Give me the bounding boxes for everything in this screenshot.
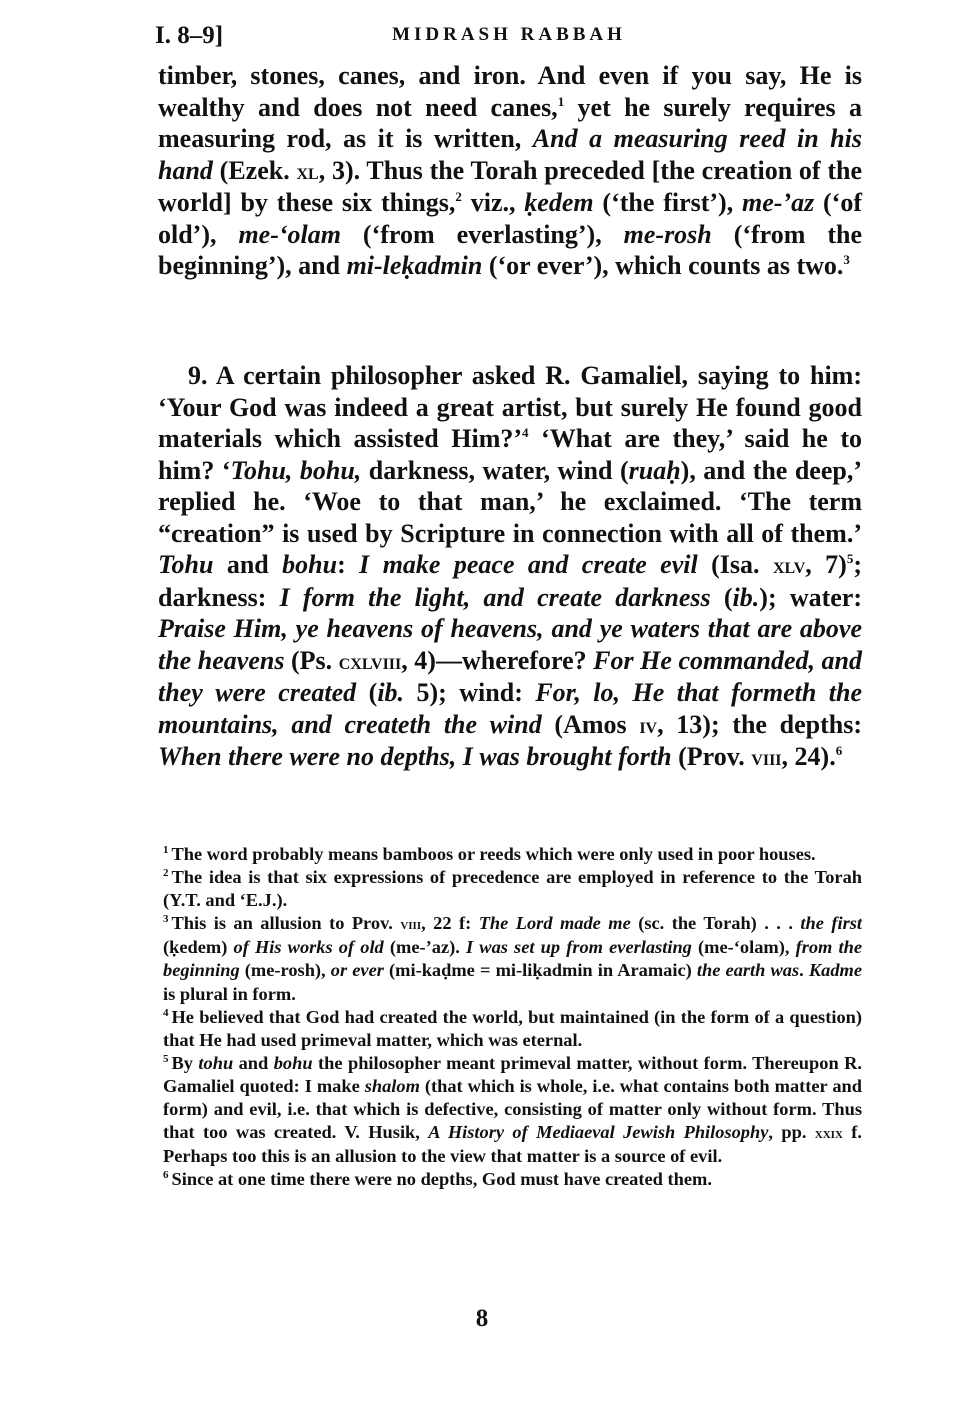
- hebrew-term: tohu: [198, 1052, 234, 1073]
- text-run: (sc. the Torah) . . .: [630, 913, 801, 934]
- running-header: [155, 22, 863, 52]
- footnote-ref: 4: [522, 425, 529, 440]
- scripture-quote: from the beginning: [163, 937, 863, 981]
- text-run: (: [710, 582, 733, 612]
- text-run: , 4)—wherefore?: [401, 645, 594, 675]
- text-run: is plural in form.: [163, 983, 296, 1004]
- scripture-quote: of His works of old: [233, 937, 384, 958]
- footnote-text: The idea is that six expressions of precedence are employed in reference to the Torah (Y.T. and ‘E.J.).: [163, 867, 862, 911]
- text-run: (mi-kaḍme = mi-liḳadmin in Aramaic): [383, 960, 697, 981]
- text-run: By: [171, 1052, 199, 1073]
- paragraph-8-continued: [158, 60, 862, 282]
- text-run: , pp.: [768, 1122, 815, 1143]
- hebrew-term: Tohu, bohu,: [230, 455, 362, 485]
- text-run: (‘the first’),: [593, 188, 743, 217]
- text-run: and: [233, 1052, 274, 1073]
- scripture-quote: The Lord made me: [478, 913, 631, 934]
- hebrew-term: me-rosh: [623, 219, 712, 249]
- text-run: (Amos: [541, 709, 640, 739]
- running-title: MIDRASH RABBAH: [392, 24, 626, 45]
- chapter-numeral: iv: [639, 712, 658, 738]
- text-run: 5); wind:: [404, 678, 536, 707]
- footnote-text: He believed that God had created the world, but maintained (in the form of a question) that He had used primeval matter, which was eternal.: [163, 1006, 862, 1050]
- footnote-number: 2: [163, 867, 169, 880]
- hebrew-term: mi-leḳadmin: [346, 251, 483, 280]
- text-run: , 3). Thus the Torah preceded [the creation of the world] by these six things,: [158, 155, 862, 217]
- text-run: the philosopher meant primeval matter, without form. Thereupon R. Gamaliel quoted: I make: [163, 1052, 862, 1096]
- scripture-quote: I make peace and create evil: [359, 550, 698, 579]
- text-run: ; darkness:: [158, 550, 862, 612]
- text-run: , 13); the depths:: [657, 709, 862, 739]
- text-run: ), and the deep,’ replied he. ‘Woe to that man,’ he exclaimed. ‘The term “creation” is used by Scripture in connection with all of them.’: [158, 455, 862, 548]
- scripture-quote: the first: [800, 913, 862, 934]
- scripture-quote: the earth was: [696, 960, 800, 981]
- scripture-quote: When there were no depths, I was brought forth: [158, 742, 672, 771]
- abbreviation: ib.: [732, 582, 760, 612]
- hebrew-term: bohu: [282, 550, 338, 579]
- text-run: timber, stones, canes, and iron. And even if you say, He is wealthy and does not need canes,: [158, 61, 862, 122]
- hebrew-term: bohu: [273, 1052, 313, 1073]
- text-run: (: [356, 678, 378, 707]
- text-run: (me-‘olam),: [691, 937, 796, 958]
- text-run: ‘What are they,’ said he to him? ‘: [158, 424, 862, 485]
- footnote-number: 6: [163, 1169, 169, 1182]
- chapter-numeral: xl: [296, 158, 319, 184]
- text-run: viz.,: [461, 188, 525, 217]
- text-run: (that which is whole, i.e. what contains both matter and form) and evil, i.e. that which is defective, consisting of matter only without form. Thus that too was created. V. Husik,: [163, 1075, 862, 1143]
- hebrew-term: Kadme: [808, 960, 862, 981]
- paragraph-9: [158, 360, 862, 774]
- hebrew-term: Tohu: [158, 550, 214, 579]
- text-run: (‘or ever’), which counts as two.: [482, 251, 844, 280]
- text-run: (Prov.: [671, 742, 752, 771]
- text-run: (‘from the beginning’), and: [158, 219, 863, 280]
- text-run: , 24).: [781, 742, 836, 771]
- hebrew-term: ḳedem: [524, 188, 594, 217]
- text-run: 9. A certain philosopher asked R. Gamaliel, saying to him: ‘Your God was indeed a great artist, but surely He found good materials which assisted Him?’: [158, 361, 862, 453]
- text-run: (ḳedem): [163, 937, 234, 958]
- hebrew-term: me-‘olam: [238, 219, 341, 249]
- text-run: (me-’az).: [383, 937, 466, 958]
- footnote-ref: 3: [843, 252, 850, 267]
- footnote-1: [163, 843, 862, 866]
- text-run: , 22 f:: [421, 913, 479, 934]
- hebrew-term: me-’az: [742, 188, 815, 217]
- footnote-text: Since at one time there were no depths, God must have created them.: [171, 1169, 712, 1190]
- chapter-numeral: cxlviii: [338, 648, 402, 674]
- scripture-quote: Praise Him, ye heavens of heavens, and ye waters that are above the heavens: [158, 614, 862, 675]
- scripture-quote: I form the light, and create darkness: [279, 582, 711, 612]
- text-run: yet he surely requires a measuring rod, as it is written,: [158, 92, 862, 153]
- chapter-numeral: viii: [400, 916, 422, 934]
- text-run: This is an allusion to Prov.: [171, 913, 401, 934]
- hebrew-term: ruaḥ: [628, 455, 681, 485]
- footnotes: [163, 843, 862, 1191]
- text-run: darkness, water, wind (: [361, 455, 629, 485]
- section-reference: I. 8–9]: [155, 22, 224, 49]
- scripture-quote: For, lo, He that formeth the mountains, and createth the wind: [158, 678, 862, 739]
- footnote-text: The word probably means bamboos or reeds which were only used in poor houses.: [171, 844, 816, 864]
- footnote-ref: 2: [455, 189, 462, 204]
- footnote-number: 3: [163, 913, 169, 926]
- footnote-ref: 6: [835, 743, 843, 758]
- footnote-3: [163, 912, 862, 1005]
- footnote-number: 1: [163, 844, 169, 856]
- hebrew-term: shalom: [364, 1075, 420, 1096]
- text-run: (‘of old’),: [158, 188, 862, 249]
- text-run: (Ezek.: [212, 155, 297, 185]
- text-run: f. Perhaps too this is an allusion to the view that matter is a source of evil.: [163, 1122, 862, 1167]
- book-title: A History of Mediaeval Jewish Philosophy: [428, 1122, 769, 1143]
- footnote-number: 5: [163, 1052, 169, 1065]
- text-run: ); water:: [759, 582, 862, 612]
- page-numeral: xxix: [814, 1125, 843, 1143]
- chapter-numeral: viii: [751, 745, 782, 770]
- text-run: (Isa.: [697, 550, 773, 579]
- footnote-ref: 5: [846, 551, 854, 566]
- footnote-2: [163, 866, 862, 912]
- footnote-6: [163, 1168, 862, 1191]
- text-run: (me-rosh),: [239, 960, 331, 981]
- footnote-number: 4: [163, 1006, 169, 1019]
- abbreviation: ib.: [377, 678, 405, 707]
- text-run: (Ps.: [284, 645, 339, 675]
- text-run: .: [799, 960, 809, 981]
- scripture-quote: For He commanded, and they were created: [158, 645, 862, 707]
- scripture-quote: And a measuring reed in his hand: [158, 124, 862, 185]
- scripture-quote: I was set up from everlasting: [466, 937, 692, 958]
- footnote-5: [163, 1052, 862, 1168]
- text-run: and: [213, 550, 283, 579]
- text-run: (‘from everlasting’),: [340, 219, 624, 249]
- chapter-numeral: xlv: [772, 553, 806, 578]
- page-number: 8: [475, 1305, 489, 1332]
- scripture-quote: or ever: [330, 960, 384, 981]
- text-run: :: [337, 550, 360, 579]
- text-run: , 7): [805, 550, 847, 579]
- footnote-4: [163, 1006, 862, 1052]
- footnote-ref: 1: [557, 93, 565, 109]
